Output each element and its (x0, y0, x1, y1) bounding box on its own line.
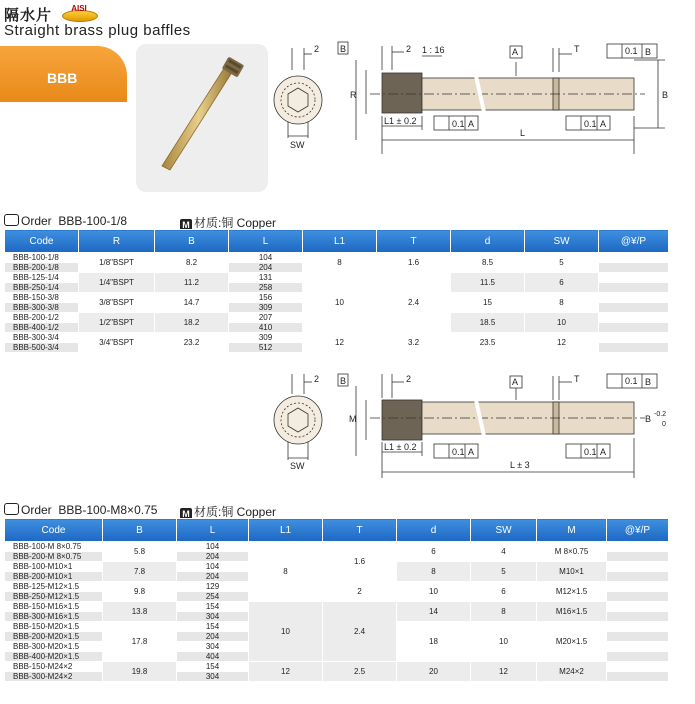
l-cell: 410 (229, 323, 303, 333)
price-cell (607, 572, 669, 582)
l-cell: 204 (177, 572, 249, 582)
col-price: @¥/P (607, 519, 669, 542)
table-row (5, 253, 669, 263)
price-cell (607, 622, 669, 632)
d-cell: 11.5 (451, 273, 525, 293)
m-cell: M12×1.5 (537, 582, 607, 602)
price-cell (607, 542, 669, 552)
b-cell: 17.8 (103, 622, 177, 662)
technical-drawing-m-thread (270, 372, 690, 482)
price-cell (607, 642, 669, 652)
sw-cell: 6 (525, 273, 599, 293)
price-cell (599, 273, 669, 283)
t-cell: 1.6 (323, 542, 397, 582)
code-cell: BBB-300-M20×1.5 (5, 642, 103, 652)
b-label: B (645, 414, 652, 424)
material-line-2: M 材质:铜 Copper (180, 503, 276, 520)
l-cell: 104 (177, 542, 249, 552)
col-b: B (103, 519, 177, 542)
l-label: L (520, 128, 526, 138)
r-cell: 3/8"BSPT (79, 293, 155, 313)
b-cell: 11.2 (155, 273, 229, 293)
code-cell: BBB-125-1/4 (5, 273, 79, 283)
sw-label: SW (290, 140, 305, 150)
price-cell (599, 283, 669, 293)
r-cell: 1/2"BSPT (79, 313, 155, 333)
tolerance-value: 0.1 (584, 447, 597, 457)
price-cell (599, 303, 669, 313)
code-cell: BBB-200-M 8×0.75 (5, 552, 103, 562)
price-cell (599, 343, 669, 353)
price-cell (607, 652, 669, 662)
d-cell: 18.5 (451, 313, 525, 333)
l-cell: 204 (229, 263, 303, 273)
b-cell: 7.8 (103, 562, 177, 582)
page-title-en: Straight brass plug baffles (4, 22, 191, 39)
code-cell: BBB-300-3/8 (5, 303, 79, 313)
code-cell: BBB-250-M12×1.5 (5, 592, 103, 602)
col-l1: L1 (303, 230, 377, 253)
datum-a-label: A (512, 377, 519, 387)
col-m: M (537, 519, 607, 542)
r-cell: 1/4"BSPT (79, 273, 155, 293)
code-cell: BBB-150-M20×1.5 (5, 622, 103, 632)
page-title-cn: 隔水片 (4, 7, 53, 24)
table-row (5, 602, 669, 612)
r-cell: 3/4"BSPT (79, 333, 155, 353)
col-d: d (451, 230, 525, 253)
price-cell (607, 612, 669, 622)
d-cell: 10 (397, 582, 471, 602)
table-row (5, 582, 669, 592)
tolerance-value: 0.1 (625, 46, 638, 56)
col-price: @¥/P (599, 230, 669, 253)
d-cell: 15 (451, 293, 525, 313)
l-cell: 104 (229, 253, 303, 263)
code-cell: BBB-400-M20×1.5 (5, 652, 103, 662)
t-cell: 2.4 (377, 273, 451, 333)
l1-label: L1 ± 0.2 (384, 116, 417, 126)
table-row (5, 662, 669, 672)
price-cell (607, 592, 669, 602)
datum-a-label: A (512, 47, 519, 57)
col-t: T (377, 230, 451, 253)
order-line-2: Order BBB-100-M8×0.75 (4, 503, 157, 517)
l1-cell: 8 (303, 253, 377, 273)
datum-ref: B (645, 377, 652, 387)
code-cell: BBB-200-M10×1 (5, 572, 103, 582)
m-cell: M24×2 (537, 662, 607, 682)
aisi-badge: AISI (62, 4, 96, 20)
price-cell (599, 313, 669, 323)
l-cell: 154 (177, 622, 249, 632)
col-l: L (229, 230, 303, 253)
tolerance-value: 0.1 (452, 119, 465, 129)
l-cell: 154 (177, 602, 249, 612)
tolerance-value: 0.1 (452, 447, 465, 457)
datum-b-label: B (340, 44, 347, 54)
sw-cell: 5 (525, 253, 599, 273)
datum-ref: A (600, 119, 607, 129)
sw-cell: 10 (471, 622, 537, 662)
b-cell: 5.8 (103, 542, 177, 562)
code-cell: BBB-100-1/8 (5, 253, 79, 263)
code-cell: BBB-200-1/2 (5, 313, 79, 323)
code-cell: BBB-200-1/8 (5, 263, 79, 273)
datum-b-label: B (340, 376, 347, 386)
l-label: L ± 3 (510, 460, 530, 470)
t-cell: 2 (323, 582, 397, 602)
datum-ref: A (600, 447, 607, 457)
t-cell: 2.4 (323, 602, 397, 662)
d-cell: 6 (397, 542, 471, 562)
code-cell: BBB-100-M10×1 (5, 562, 103, 572)
code-cell: BBB-500-3/4 (5, 343, 79, 353)
t-label: T (574, 374, 580, 384)
price-cell (607, 562, 669, 572)
col-l1: L1 (249, 519, 323, 542)
l-cell: 304 (177, 612, 249, 622)
code-cell: BBB-300-M24×2 (5, 672, 103, 682)
spec-table-m-thread (4, 518, 669, 682)
price-cell (599, 333, 669, 343)
t-label: T (574, 44, 580, 54)
material-icon: M (180, 508, 192, 520)
b-cell: 9.8 (103, 582, 177, 602)
l-cell: 156 (229, 293, 303, 303)
l1-cell: 12 (303, 333, 377, 353)
phone-icon (4, 503, 19, 515)
tolerance-value: 0.1 (625, 376, 638, 386)
b-tolerance-lower: 0 (662, 421, 666, 428)
code-cell: BBB-300-M16×1.5 (5, 612, 103, 622)
material-line-1: M 材质:铜 Copper (180, 214, 276, 231)
m-cell: M10×1 (537, 562, 607, 582)
taper-label: 1 : 16 (422, 45, 445, 55)
col-l: L (177, 519, 249, 542)
code-cell: BBB-150-M16×1.5 (5, 602, 103, 612)
l1-label: L1 ± 0.2 (384, 442, 417, 452)
m-cell: M20×1.5 (537, 622, 607, 662)
code-cell: BBB-125-M12×1.5 (5, 582, 103, 592)
l-cell: 254 (177, 592, 249, 602)
d-cell: 8 (397, 562, 471, 582)
t-cell: 3.2 (377, 333, 451, 353)
l-cell: 104 (177, 562, 249, 572)
l1-cell: 12 (249, 662, 323, 682)
dim-label: 2 (314, 374, 320, 384)
table-row (5, 333, 669, 343)
price-cell (607, 552, 669, 562)
code-cell: BBB-200-M20×1.5 (5, 632, 103, 642)
m-cell: M 8×0.75 (537, 542, 607, 562)
l-cell: 304 (177, 672, 249, 682)
price-cell (599, 253, 669, 263)
phone-icon (4, 214, 19, 226)
d-cell: 20 (397, 662, 471, 682)
col-b: B (155, 230, 229, 253)
d-cell: 18 (397, 622, 471, 662)
m-label: M (349, 414, 357, 424)
dim-label: 2 (406, 374, 412, 384)
dim-label: 2 (314, 44, 320, 54)
sw-cell: 6 (471, 582, 537, 602)
order-line-1: Order BBB-100-1/8 (4, 214, 127, 228)
product-photo (136, 44, 268, 192)
b-cell: 18.2 (155, 313, 229, 333)
l-cell: 131 (229, 273, 303, 283)
tolerance-value: 0.1 (584, 119, 597, 129)
d-cell: 8.5 (451, 253, 525, 273)
b-cell: 14.7 (155, 293, 229, 313)
l-cell: 309 (229, 333, 303, 343)
price-cell (607, 602, 669, 612)
datum-ref: A (468, 447, 475, 457)
table-row (5, 542, 669, 552)
sw-cell: 10 (525, 313, 599, 333)
dim-label: 2 (406, 44, 412, 54)
b-cell: 23.2 (155, 333, 229, 353)
price-cell (607, 672, 669, 682)
col-d: d (397, 519, 471, 542)
sw-cell: 12 (525, 333, 599, 353)
code-cell: BBB-100-M 8×0.75 (5, 542, 103, 552)
price-cell (599, 293, 669, 303)
d-cell: 14 (397, 602, 471, 622)
price-cell (599, 323, 669, 333)
col-code: Code (5, 519, 103, 542)
l-cell: 129 (177, 582, 249, 592)
sw-cell: 12 (471, 662, 537, 682)
price-cell (607, 662, 669, 672)
t-cell: 2.5 (323, 662, 397, 682)
col-sw: SW (471, 519, 537, 542)
b-cell: 13.8 (103, 602, 177, 622)
l-cell: 512 (229, 343, 303, 353)
material-icon: M (180, 219, 192, 231)
l1-cell: 10 (249, 602, 323, 662)
code-cell: BBB-250-1/4 (5, 283, 79, 293)
b-cell: 8.2 (155, 253, 229, 273)
l1-cell: 10 (303, 273, 377, 333)
table-row (5, 273, 669, 283)
sw-cell: 8 (525, 293, 599, 313)
l-cell: 304 (177, 642, 249, 652)
l-cell: 404 (177, 652, 249, 662)
col-code: Code (5, 230, 79, 253)
technical-drawing-r-thread (270, 40, 690, 200)
l-cell: 154 (177, 662, 249, 672)
product-tab-label: BBB (47, 70, 78, 86)
code-cell: BBB-300-3/4 (5, 333, 79, 343)
sw-cell: 4 (471, 542, 537, 562)
col-t: T (323, 519, 397, 542)
code-cell: BBB-150-3/8 (5, 293, 79, 303)
code-cell: BBB-150-M24×2 (5, 662, 103, 672)
t-cell: 1.6 (377, 253, 451, 273)
b-tolerance-upper: -0.2 (654, 411, 667, 418)
l-cell: 309 (229, 303, 303, 313)
r-label: R (350, 90, 357, 100)
b-label: B (662, 90, 669, 100)
spec-table-r-thread (4, 229, 669, 353)
product-tab (0, 46, 127, 102)
l-cell: 204 (177, 552, 249, 562)
sw-cell: 8 (471, 602, 537, 622)
datum-ref: A (468, 119, 475, 129)
sw-label: SW (290, 461, 305, 471)
l-cell: 207 (229, 313, 303, 323)
r-cell: 1/8"BSPT (79, 253, 155, 273)
d-cell: 23.5 (451, 333, 525, 353)
l-cell: 204 (177, 632, 249, 642)
b-cell: 19.8 (103, 662, 177, 682)
l-cell: 258 (229, 283, 303, 293)
price-cell (607, 632, 669, 642)
price-cell (599, 263, 669, 273)
price-cell (607, 582, 669, 592)
col-sw: SW (525, 230, 599, 253)
l1-cell: 8 (249, 542, 323, 602)
datum-ref: B (645, 47, 652, 57)
sw-cell: 5 (471, 562, 537, 582)
col-r: R (79, 230, 155, 253)
code-cell: BBB-400-1/2 (5, 323, 79, 333)
m-cell: M16×1.5 (537, 602, 607, 622)
